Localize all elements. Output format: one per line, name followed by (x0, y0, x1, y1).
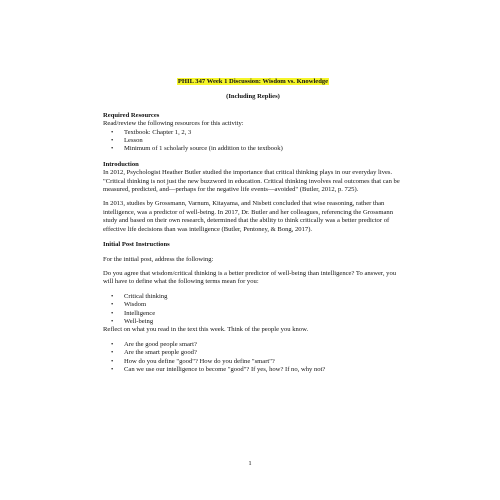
list-item (111, 317, 403, 326)
list-item (111, 309, 403, 318)
list-item (111, 349, 403, 357)
bullet-icon: • (111, 309, 114, 317)
list-item (111, 301, 403, 309)
bullet-icon: • (111, 128, 114, 136)
list-item (111, 128, 403, 137)
list-item (111, 137, 403, 145)
list-item-text: Are the smart people good? (124, 349, 197, 357)
list-item-text: Critical thinking (124, 292, 168, 300)
list-item (111, 145, 403, 153)
bullet-icon: • (111, 349, 114, 357)
list-item-text: Can we use our intelligence to become "good"? If yes, how? If no, why not? (124, 365, 326, 373)
page-number: 1 (248, 460, 252, 467)
bullet-icon: • (111, 357, 114, 365)
required-resources-section (103, 112, 403, 154)
list-item-text: Are the good people smart? (124, 340, 197, 348)
introduction-paragraph-1: In 2012, Psychologist Heather Butler studied the importance that critical thinking plays in our everyday lives. "Critical thinking is not just the new buzzword in education. Critical thinking involves real outcomes that can be measured, predicted, and—perhaps for the negative life events—avoided" (Butler, 2012, p. 725). (103, 169, 400, 194)
list-item-text: Textbook: Chapter 1, 2, 3 (124, 128, 192, 136)
list-item-text: Lesson (124, 137, 143, 145)
initial-post-section (103, 241, 403, 374)
initial-post-paragraph-1: For the initial post, address the following: (103, 255, 214, 263)
list-item (111, 357, 403, 366)
required-resources-intro: Read/review the following resources for this activity: (103, 120, 244, 128)
list-item-text: Wisdom (124, 301, 147, 309)
bullet-icon: • (111, 292, 114, 300)
introduction-heading: Introduction (103, 160, 139, 168)
bullet-icon: • (111, 340, 114, 348)
introduction-paragraph-2: In 2013, studies by Grossmann, Varnum, Kitayama, and Nisbett concluded that wise reasoning, rather than intelligence, was a predictor of well-being. In 2017, Dr. Butler and her colleagues, referencing the Grossmann study and based on their own research, determined that the ability to think critically was a better predictor of effective life decisions than was intelligence (Butler, Pentoney, & Bong, 2017). (103, 200, 394, 233)
introduction-section (103, 161, 403, 234)
bullet-icon: • (111, 137, 114, 145)
initial-post-paragraph-2: Do you agree that wisdom/critical thinking is a better predictor of well-being than intelligence? To answer, you will have to define what the following terms mean for you: (103, 269, 397, 286)
bullet-icon: • (111, 365, 114, 373)
list-item (111, 292, 403, 301)
document-title: PHIL 347 Week 1 Discussion: Wisdom vs. Knowledge (177, 78, 329, 85)
bullet-icon: • (111, 301, 114, 309)
list-item-text: Intelligence (124, 309, 156, 317)
reflect-paragraph: Reflect on what you read in the text this week. Think of the people you know. (103, 326, 309, 334)
list-item (111, 365, 403, 374)
document-subtitle: (Including Replies) (226, 93, 280, 101)
bullet-icon: • (111, 145, 114, 153)
list-item-text: Minimum of 1 scholarly source (in addition to the textbook) (124, 145, 283, 153)
title-line (103, 78, 403, 86)
list-item-text: How do you define "good"? How do you define "smart"? (124, 357, 275, 365)
list-item (111, 340, 403, 349)
questions-list (103, 341, 403, 375)
resources-list (103, 129, 403, 154)
bullet-icon: • (111, 317, 114, 325)
terms-list (103, 293, 403, 327)
list-item-text: Well-being (124, 317, 154, 325)
required-resources-heading: Required Resources (103, 111, 160, 119)
document-body (103, 78, 403, 374)
initial-post-heading: Initial Post Instructions (103, 241, 170, 249)
